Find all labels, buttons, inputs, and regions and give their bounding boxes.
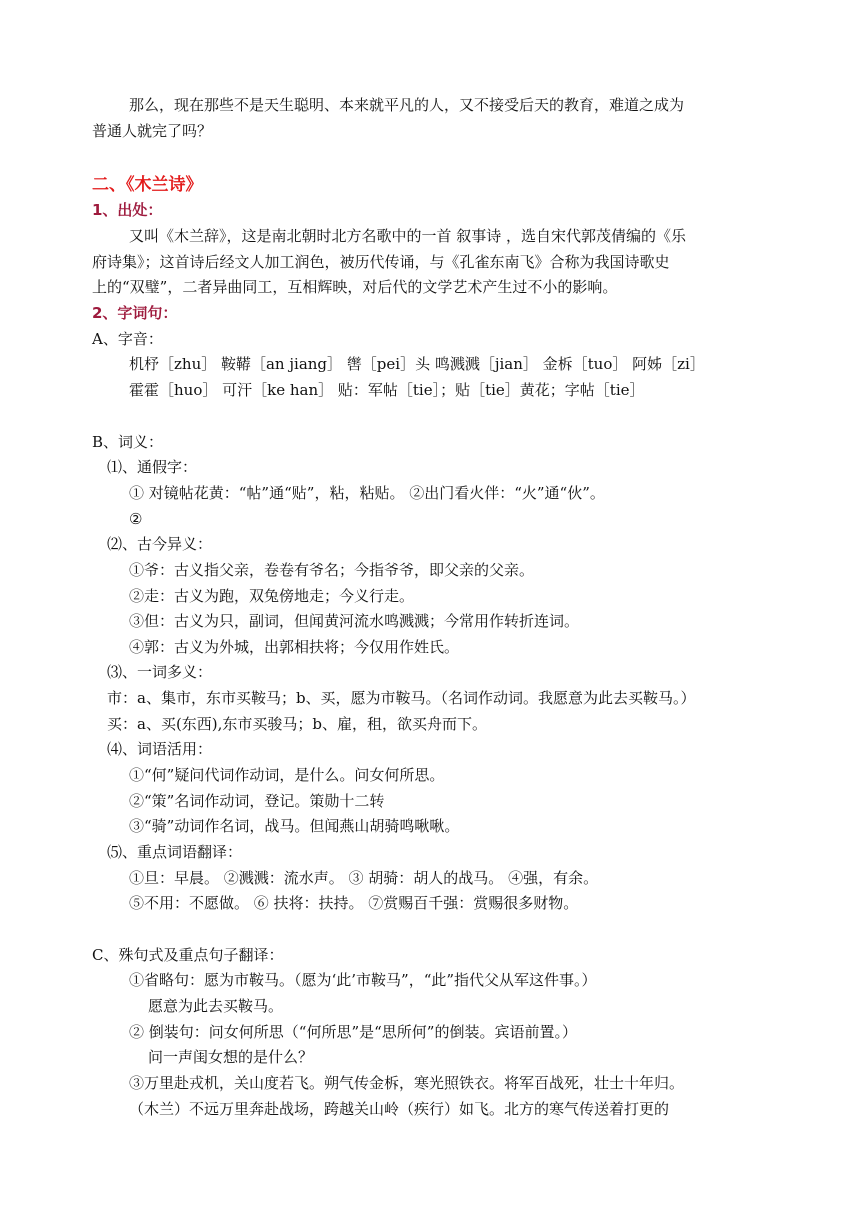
huoyong-line-1: ①“何”疑问代词作动词，是什么。问女何所思。 — [129, 766, 445, 784]
fanyi-line-1: ①旦：早晨。 ②溅溅：流水声。 ③ 胡骑：胡人的战马。 ④强，有余。 — [129, 869, 599, 887]
huoyong-line-2: ②“策”名词作动词，登记。策勋十二转 — [129, 792, 385, 810]
tongjia-line-1: ① 对镜帖花黄：“帖”通“贴”，粘，粘贴。 ②出门看火伴：“火”通“伙”。 — [129, 484, 605, 502]
words-heading: 2、字词句： — [92, 304, 178, 322]
source-heading: 1、出处： — [92, 201, 163, 219]
sentence-line-2: 愿意为此去买鞍马。 — [148, 997, 284, 1015]
intro-line-1: 那么，现在那些不是天生聪明、本来就平凡的人，又不接受后天的教育，难道之成为 — [129, 96, 685, 114]
fanyi-heading: ⑸、重点词语翻译： — [107, 843, 243, 861]
duoyi-line-1: 市：a、集市，东市买鞍马；b、买，愿为市鞍马。（名词作动词。我愿意为此去买鞍马。） — [107, 689, 696, 707]
sentence-line-1: ①省略句：愿为市鞍马。（愿为‘此’市鞍马”，“此”指代父从军这件事。） — [129, 971, 597, 989]
pronunciation-line-1: 机杼［zhu］ 鞍鞯［an jiang］ 辔［pei］头 鸣溅溅［jian］ 金柝［tuo］ 阿姊［zi］ — [129, 355, 705, 373]
gujin-line-1: ①爷：古义指父亲，卷卷有爷名；今指爷爷，即父亲的父亲。 — [129, 561, 535, 579]
pronunciation-heading: A、字音： — [92, 330, 163, 348]
tongjia-line-2: ② — [129, 510, 143, 528]
source-line-2: 府诗集》；这首诗后经文人加工润色，被历代传诵，与《孔雀东南飞》合称为我国诗歌史 — [92, 253, 670, 271]
sentence-heading: C、殊句式及重点句子翻译： — [92, 946, 284, 964]
sentence-line-4: 问一声闺女想的是什么？ — [148, 1048, 314, 1066]
tongjia-heading: ⑴、通假字： — [107, 458, 198, 476]
meaning-heading: B、词义： — [92, 433, 164, 451]
intro-line-2: 普通人就完了吗？ — [92, 122, 213, 140]
section-title: 二、《木兰诗》 — [92, 175, 203, 195]
duoyi-line-2: 买：a、买(东西),东市买骏马；b、雇，租，欲买舟而下。 — [107, 715, 488, 733]
sentence-line-6: （木兰）不远万里奔赴战场，跨越关山岭（疾行）如飞。北方的寒气传送着打更的 — [129, 1100, 670, 1118]
sentence-line-3: ② 倒装句：问女何所思（“何所思”是“思所何”的倒装。宾语前置。） — [129, 1023, 577, 1041]
gujin-line-3: ③但：古义为只，副词，但闻黄河流水鸣溅溅；今常用作转折连词。 — [129, 612, 580, 630]
gujin-heading: ⑵、古今异义： — [107, 535, 213, 553]
pronunciation-line-2: 霍霍［huo］ 可汗［ke han］ 贴：军帖［tie］；贴［tie］黄花；字帖［tie］ — [129, 381, 645, 399]
gujin-line-4: ④郭：古义为外城，出郭相扶将；今仅用作姓氏。 — [129, 638, 460, 656]
duoyi-heading: ⑶、一词多义： — [107, 663, 213, 681]
huoyong-heading: ⑷、词语活用： — [107, 740, 213, 758]
huoyong-line-3: ③“骑”动词作名词，战马。但闻燕山胡骑鸣啾啾。 — [129, 817, 460, 835]
gujin-line-2: ②走：古义为跑，双兔傍地走；今义行走。 — [129, 587, 415, 605]
source-line-1: 又叫《木兰辞》，这是南北朝时北方名歌中的一首 叙事诗 ，选自宋代郭茂倩编的《乐 — [129, 227, 687, 245]
source-line-3: 上的“双璧”，二者异曲同工，互相辉映，对后代的文学艺术产生过不小的影响。 — [92, 278, 618, 296]
fanyi-line-2: ⑤不用：不愿做。 ⑥ 扶将：扶持。 ⑦赏赐百千强：赏赐很多财物。 — [129, 894, 579, 912]
sentence-line-5: ③万里赴戎机，关山度若飞。朔气传金柝，寒光照铁衣。将军百战死，壮士十年归。 — [129, 1074, 685, 1092]
